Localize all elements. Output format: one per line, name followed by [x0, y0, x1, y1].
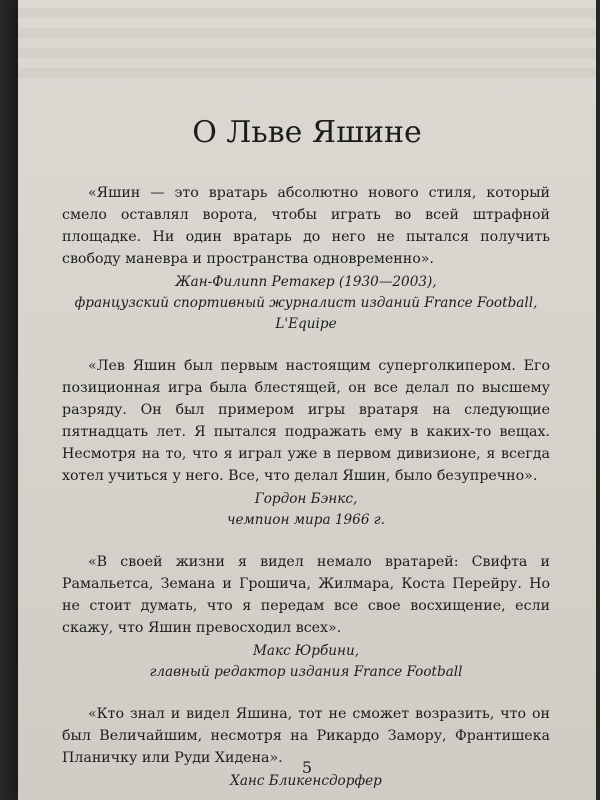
quote-block-4: [62, 703, 550, 792]
quote-text: «Лев Яшин был первым настоящим суперголкипером. Его позиционная игра была блестящей, он все делал по высшему разряду. Он был примером игры вратаря на следующие пятнадцать лет. Я пытался подражать ему в каких-то вещах. Несмотря на то, что я играл уже в первом дивизионе, я всегда хотел учиться у него. Все, что делал Яшин, было безупречно».: [62, 358, 550, 484]
quote-text: «В своей жизни я видел немало вратарей: Свифта и Рамальетса, Земана и Грошича, Жилмара, Коста Перейру. Но не стоит думать, что я передам все свое восхищение, если скажу, что Яшин превосходил всех».: [62, 554, 550, 636]
quote-author: Гордон Бэнкс,: [254, 491, 358, 507]
quote-author: Жан-Филипп Ретакер (1930—2003),: [175, 274, 437, 290]
book-page: [18, 0, 596, 800]
quote-author-role: французский спортивный журналист изданий France Football, L'Equipe: [74, 295, 538, 332]
quote-attribution: [62, 489, 550, 531]
quote-block-1: [62, 182, 550, 335]
bleed-through-shadow: [18, 8, 596, 88]
quote-text: «Яшин — это вратарь абсолютно нового стиля, который смело оставлял ворота, чтобы играть во всей штрафной площадке. Ни один вратарь до него не пытался получить свободу маневра и пространства одновременно».: [62, 185, 550, 267]
quote-block-3: [62, 551, 550, 683]
quote-author-role: чемпион мира 1966 г.: [226, 512, 385, 528]
quote-author: Макс Юрбини,: [252, 643, 360, 659]
quote-text: «Кто знал и видел Яшина, тот не сможет возразить, что он был Величайшим, несмотря на Рикардо Замору, Франтишека Планичку или Руди Хидена».: [62, 706, 550, 766]
quote-author: Ханс Бликенсдорфер: [230, 773, 382, 789]
quote-author-role: главный редактор издания France Football: [149, 664, 463, 680]
quotes-section: [62, 182, 550, 800]
quote-block-2: [62, 355, 550, 531]
quote-attribution: [62, 641, 550, 683]
page-number: 5: [301, 758, 313, 777]
quote-attribution: [62, 272, 550, 335]
page-title: О Льве Яшине: [192, 115, 422, 150]
